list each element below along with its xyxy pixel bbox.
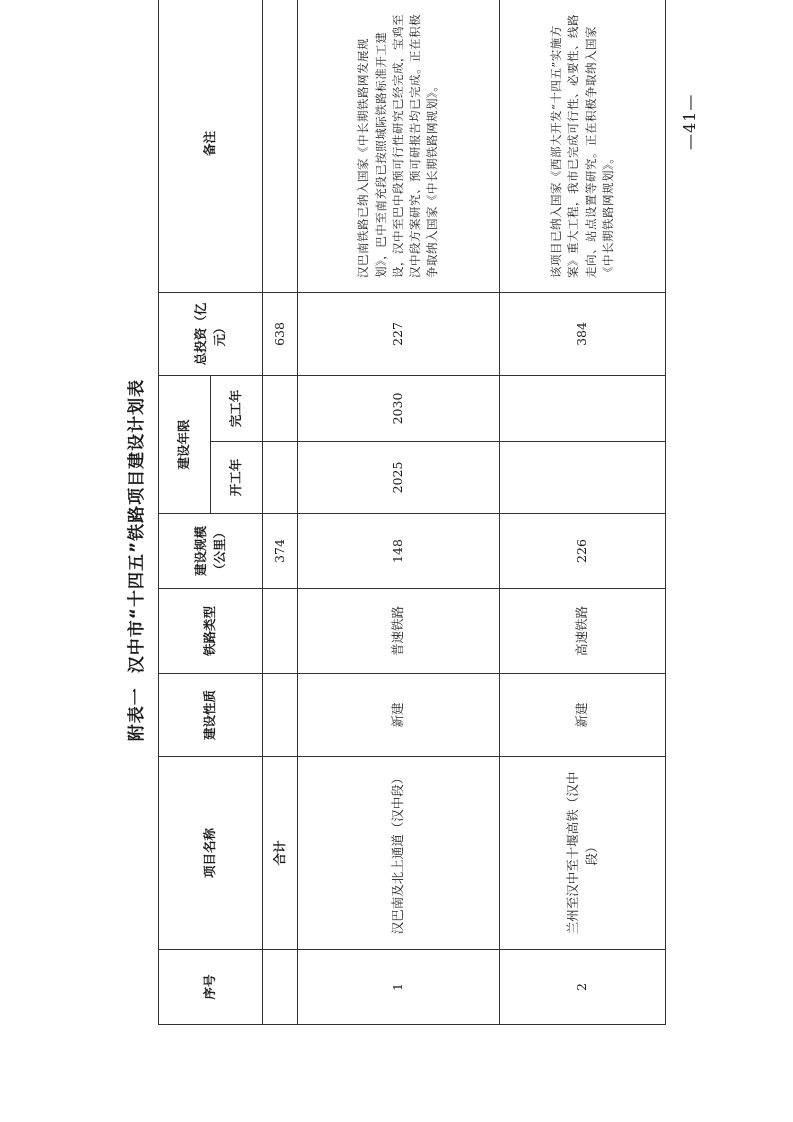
- page-title: [110, 95, 158, 1025]
- total-invest: 638: [263, 292, 298, 375]
- row-seq: 2: [500, 950, 666, 1025]
- row-scale: 226: [500, 514, 666, 589]
- row-start: [500, 442, 666, 514]
- row-end: [500, 375, 666, 441]
- total-row: [263, 0, 298, 1025]
- header-name: 项目名称: [159, 757, 263, 950]
- row-scale: 148: [298, 514, 500, 589]
- total-scale: 374: [263, 514, 298, 589]
- header-invest: 总投资（亿元）: [159, 292, 263, 375]
- header-years: 建设年限: [159, 375, 211, 513]
- header-end: 完工年: [211, 375, 263, 441]
- header-nature: 建设性质: [159, 674, 263, 757]
- header-row-1: [159, 0, 211, 1025]
- row-type: 普速铁路: [298, 589, 500, 674]
- row-invest: 384: [500, 292, 666, 375]
- total-label: 合计: [263, 757, 298, 950]
- page-number: —41—: [680, 93, 699, 150]
- row-start: 2025: [298, 442, 500, 514]
- row-remark: 该项目已纳入国家《西部大开发“十四五”实施方案》重大工程，我市已完成可行性、必要性、线路走向、站点设置等研究。正在积极争取纳入国家《中长期铁路网规划》。: [500, 0, 666, 292]
- row-invest: 227: [298, 292, 500, 375]
- row-end: 2030: [298, 375, 500, 441]
- header-type: 铁路类型: [159, 589, 263, 674]
- row-nature: 新建: [500, 674, 666, 757]
- row-remark: 汉巴南铁路已纳入国家《中长期铁路网发展规划》，巴中至南充段已按照城际铁路标准开工建设，汉中至巴中段预可行性研究已经完成，宝鸡至汉中段方案研究、预可研报告均已完成。正在积极争取纳入国家《中长期铁路网规划》。: [298, 0, 500, 292]
- landscape-content: [110, 13, 665, 1025]
- header-scale: 建设规模（公里）: [159, 514, 263, 589]
- railway-plan-table: [158, 0, 666, 1025]
- table-row: [500, 0, 666, 1025]
- title-prefix: 附表一: [126, 687, 147, 742]
- header-remark: 备注: [159, 0, 263, 292]
- row-nature: 新建: [298, 674, 500, 757]
- row-seq: 1: [298, 950, 500, 1025]
- table-row: [298, 0, 500, 1025]
- row-name: 汉巴南及北上通道（汉中段）: [298, 757, 500, 950]
- rotated-page: [110, 13, 665, 1025]
- row-type: 高速铁路: [500, 589, 666, 674]
- row-name: 兰州至汉中至十堰高铁（汉中段）: [500, 757, 666, 950]
- header-seq: 序号: [159, 950, 263, 1025]
- title-text: 汉中市“十四五”铁路项目建设计划表: [126, 378, 147, 674]
- header-start: 开工年: [211, 442, 263, 514]
